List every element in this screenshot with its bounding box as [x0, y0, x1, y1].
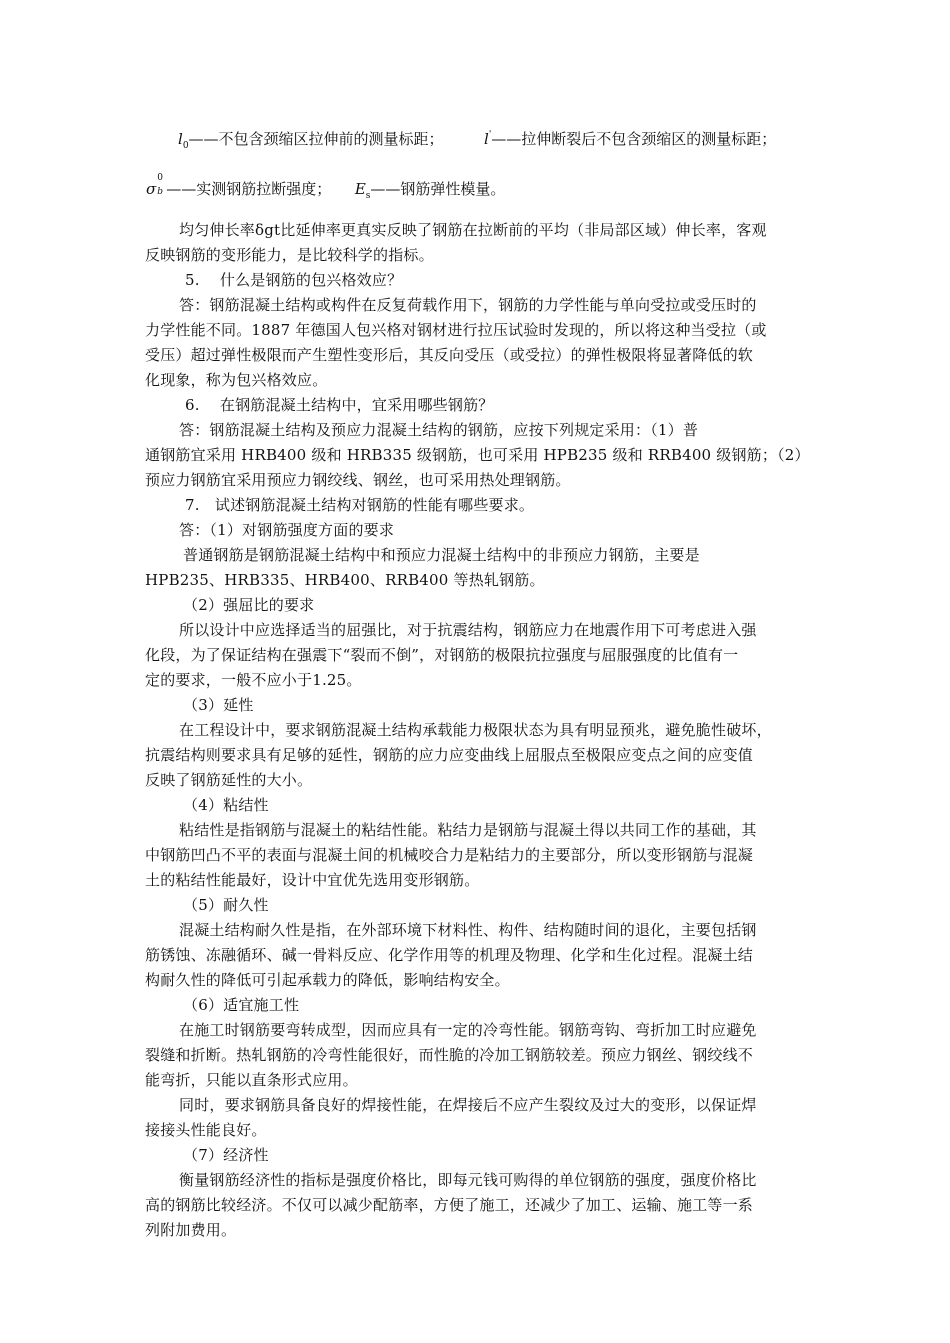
- es-symbol: E: [354, 180, 366, 198]
- paragraph-line: 均匀伸长率δgt比延伸率更真实反映了钢筋在拉断前的平均（非局部区域）伸长率，客观: [179, 221, 767, 239]
- paragraph-line: 答：钢筋混凝土结构及预应力混凝土结构的钢筋，应按下列规定采用：（1）普: [179, 421, 699, 439]
- subsection-heading: （7）经济性: [183, 1146, 269, 1164]
- paragraph-line: 同时，要求钢筋具备良好的焊接性能，在焊接后不应产生裂纹及过大的变形，以保证焊: [179, 1096, 757, 1114]
- paragraph-line: 衡量钢筋经济性的指标是强度价格比，即每元钱可购得的单位钢筋的强度，强度价格比: [179, 1171, 757, 1189]
- subsection-heading: （4）粘结性: [183, 796, 269, 814]
- subsection-heading: （6）适宜施工性: [183, 996, 300, 1014]
- paragraph-line: 化段，为了保证结构在强震下“裂而不倒”，对钢筋的极限抗拉强度与屈服强度的比值有一: [145, 646, 739, 664]
- paragraph-line: 预应力钢筋宜采用预应力钢绞线、钢丝，也可采用热处理钢筋。: [145, 471, 571, 489]
- lprime-symbol: l: [484, 130, 489, 148]
- paragraph-line: 普通钢筋是钢筋混凝土结构中和预应力混凝土结构中的非预应力钢筋，主要是: [183, 546, 700, 564]
- paragraph-line: 筋锈蚀、冻融循环、碱一骨料反应、化学作用等的机理及物理、化学和生化过程。混凝土结: [145, 946, 754, 964]
- sigma-subscript: b: [157, 187, 164, 197]
- paragraph-line: 中钢筋凹凸不平的表面与混凝土间的机械咬合力是粘结力的主要部分，所以变形钢筋与混凝: [145, 846, 754, 864]
- paragraph-line: 接接头性能良好。: [145, 1121, 267, 1139]
- paragraph-line: 答：（1）对钢筋强度方面的要求: [179, 521, 395, 539]
- paragraph-line: 所以设计中应选择适当的屈强比，对于抗震结构，钢筋应力在地震作用下可考虑进入强: [179, 621, 757, 639]
- paragraph-line: 列附加费用。: [145, 1221, 237, 1239]
- paragraph-line: 混凝土结构耐久性是指，在外部环境下材料性、构件、结构随时间的退化，主要包括钢: [179, 921, 757, 939]
- sigma-symbol: σ: [146, 180, 157, 198]
- symbol-definitions: [146, 128, 818, 208]
- def-l0: [178, 128, 444, 151]
- subsection-heading: （5）耐久性: [183, 896, 269, 914]
- paragraph-line: 反映钢筋的变形能力，是比较科学的指标。: [145, 246, 434, 264]
- body-text: [145, 218, 810, 1243]
- paragraph-line: 定的要求，一般不应小于1.25。: [145, 671, 362, 689]
- paragraph-line: 抗震结构则要求具有足够的延性，钢筋的应力应变曲线上屈服点至极限应变点之间的应变值: [145, 746, 754, 764]
- l0-text: ——不包含颈缩区拉伸前的测量标距；: [188, 130, 444, 148]
- paragraph-line: 受压）超过弹性极限而产生塑性变形后，其反向受压（或受拉）的弹性极限将显著降低的软: [145, 346, 754, 364]
- paragraph-line: 构耐久性的降低可引起承载力的降低，影响结构安全。: [145, 971, 510, 989]
- paragraph-line: 粘结性是指钢筋与混凝土的粘结性能。粘结力是钢筋与混凝土得以共同工作的基础，其: [179, 821, 757, 839]
- paragraph-line: 答：钢筋混凝土结构或构件在反复荷载作用下，钢筋的力学性能与单向受拉或受压时的: [179, 296, 757, 314]
- es-subscript: s: [365, 191, 371, 201]
- paragraph-line: 能弯折，只能以直条形式应用。: [145, 1071, 358, 1089]
- paragraph-line: 高的钢筋比较经济。不仅可以减少配筋率，方便了施工，还减少了加工、运输、施工等一系: [145, 1196, 754, 1214]
- paragraph-line: 在工程设计中，要求钢筋混凝土结构承载能力极限状态为具有明显预兆，避免脆性破坏，: [179, 721, 772, 739]
- def-sigma: [146, 173, 506, 201]
- subsection-heading: （2）强屈比的要求: [183, 596, 315, 614]
- paragraph-line: 通钢筋宜采用 HRB400 级和 HRB335 级钢筋，也可采用 HPB235 级和 RRB400 级钢筋；（2）: [145, 446, 810, 464]
- sigma-superscript: 0: [157, 173, 163, 183]
- l0-subscript: 0: [182, 141, 189, 151]
- paragraph-line: 裂缝和折断。热轧钢筋的冷弯性能很好，而性脆的冷加工钢筋较差。预应力钢丝、钢绞线不: [145, 1046, 754, 1064]
- subsection-heading: （3）延性: [183, 696, 254, 714]
- paragraph-line: 化现象，称为包兴格效应。: [145, 371, 328, 389]
- paragraph-line: HPB235、HRB335、HRB400、RRB400 等热轧钢筋。: [145, 571, 545, 589]
- def-lprime: [484, 128, 776, 149]
- lprime-superscript: ': [488, 130, 492, 140]
- paragraph-line: 土的粘结性能最好，设计中宜优先选用变形钢筋。: [145, 871, 480, 889]
- sigma-text: ——实测钢筋拉断强度；: [166, 180, 332, 198]
- question-heading: 6. 在钢筋混凝土结构中，宜采用哪些钢筋？: [185, 396, 494, 414]
- question-heading: 5. 什么是钢筋的包兴格效应？: [185, 271, 403, 289]
- paragraph-line: 力学性能不同。1887 年德国人包兴格对钢材进行拉压试验时发现的，所以将这种当受拉（或: [145, 321, 767, 339]
- question-heading: 7. 试述钢筋混凝土结构对钢筋的性能有哪些要求。: [185, 496, 535, 514]
- lprime-text: ——拉伸断裂后不包含颈缩区的测量标距；: [491, 130, 777, 148]
- paragraph-line: 反映了钢筋延性的大小。: [145, 771, 313, 789]
- l0-symbol: l: [178, 130, 183, 148]
- paragraph-line: 在施工时钢筋要弯转成型，因而应具有一定的冷弯性能。钢筋弯钩、弯折加工时应避免: [179, 1021, 757, 1039]
- es-text: ——钢筋弹性模量。: [370, 180, 506, 198]
